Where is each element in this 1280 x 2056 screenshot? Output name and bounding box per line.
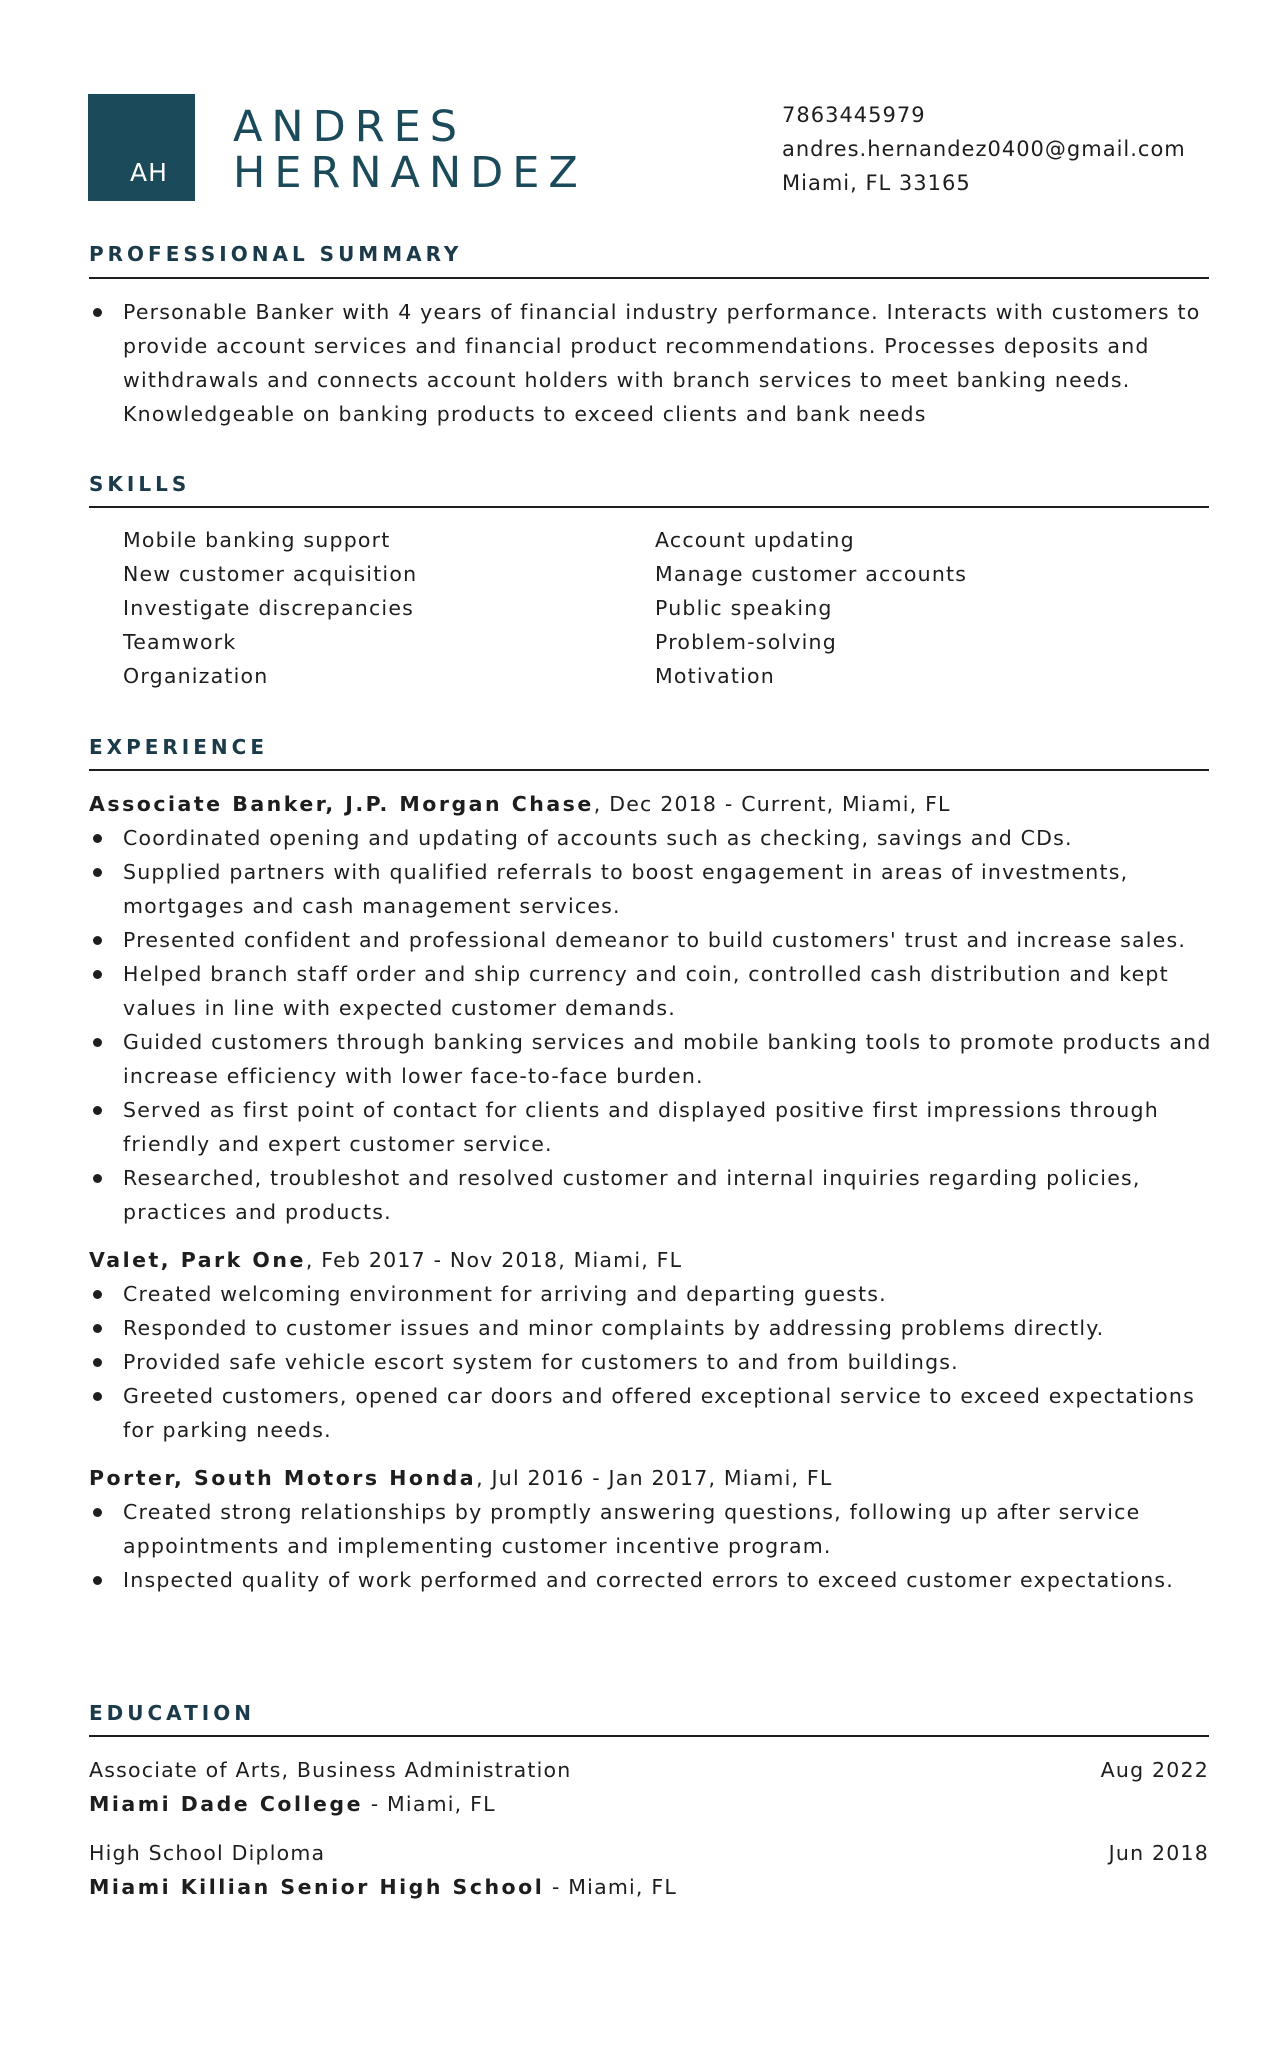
education-entry — [89, 1753, 1214, 1821]
skill-item: Account updating — [655, 528, 855, 552]
job-title: Associate Banker, J.P. Morgan Chase — [89, 792, 594, 816]
job-meta: , Jul 2016 - Jan 2017, Miami, FL — [476, 1466, 833, 1490]
job-title: Valet, Park One — [89, 1248, 306, 1272]
skill-item: Organization — [123, 664, 269, 688]
skill-item: New customer acquisition — [123, 562, 418, 586]
experience-divider — [89, 769, 1209, 771]
job-bullet: Served as first point of contact for clients and displayed positive first impressions through friendly and expert customer service. — [89, 1093, 1214, 1161]
job-bullet: Guided customers through banking services and mobile banking tools to promote products and increase efficiency with lower face-to-face burden. — [89, 1025, 1214, 1093]
skill-item: Manage customer accounts — [655, 562, 968, 586]
job-bullet: Researched, troubleshot and resolved customer and internal inquiries regarding policies, practices and products. — [89, 1161, 1214, 1229]
graduation-date: Jun 2018 — [1108, 1841, 1209, 1865]
address: Miami, FL 33165 — [782, 171, 971, 195]
school-location: - Miami, FL — [544, 1875, 677, 1899]
email-address: andres.hernandez0400@gmail.com — [782, 137, 1186, 161]
experience-section — [89, 787, 1214, 1611]
job-bullet: Responded to customer issues and minor complaints by addressing problems directly. — [89, 1311, 1214, 1345]
job-bullet: Inspected quality of work performed and corrected errors to exceed customer expectations. — [89, 1563, 1214, 1597]
job-bullet: Helped branch staff order and ship currency and coin, controlled cash distribution and kept values in line with expected customer demands. — [89, 957, 1214, 1025]
summary-heading: PROFESSIONAL SUMMARY — [89, 242, 463, 266]
job-header — [89, 1461, 1214, 1495]
degree-name: High School Diploma — [89, 1841, 326, 1865]
job-header — [89, 787, 1214, 821]
degree-name: Associate of Arts, Business Administration — [89, 1758, 572, 1782]
skill-item: Teamwork — [123, 630, 237, 654]
job-entry — [89, 787, 1214, 1229]
job-meta: , Feb 2017 - Nov 2018, Miami, FL — [305, 1248, 683, 1272]
last-name: HERNANDEZ — [233, 148, 587, 198]
skill-item: Investigate discrepancies — [123, 596, 415, 620]
school-name: Miami Killian Senior High School — [89, 1875, 545, 1899]
job-entry — [89, 1461, 1214, 1597]
skills-divider — [89, 506, 1209, 508]
job-title: Porter, South Motors Honda — [89, 1466, 477, 1490]
education-section — [89, 1753, 1214, 1919]
skills-right-column — [655, 523, 1187, 693]
school-name: Miami Dade College — [89, 1792, 364, 1816]
skill-item: Motivation — [655, 664, 775, 688]
education-degree-row — [89, 1753, 1214, 1787]
education-degree-row — [89, 1836, 1214, 1870]
job-bullet: Created strong relationships by promptly answering questions, following up after service appointments and implementing customer incentive program. — [89, 1495, 1214, 1563]
skills-heading: SKILLS — [89, 472, 191, 496]
monogram-initials: AH — [130, 158, 168, 187]
education-divider — [89, 1735, 1209, 1737]
summary-divider — [89, 277, 1209, 279]
job-entry — [89, 1243, 1214, 1447]
summary-section — [89, 295, 1214, 431]
monogram-badge — [88, 94, 195, 201]
education-entry — [89, 1836, 1214, 1904]
skills-left-column — [89, 523, 655, 693]
experience-heading: EXPERIENCE — [89, 735, 268, 759]
job-header — [89, 1243, 1214, 1277]
job-bullet: Greeted customers, opened car doors and offered exceptional service to exceed expectations for parking needs. — [89, 1379, 1214, 1447]
job-bullet: Supplied partners with qualified referrals to boost engagement in areas of investments, mortgages and cash management services. — [89, 855, 1214, 923]
job-bullet: Coordinated opening and updating of accounts such as checking, savings and CDs. — [89, 821, 1214, 855]
skill-item: Mobile banking support — [123, 528, 391, 552]
summary-bullet: Personable Banker with 4 years of financial industry performance. Interacts with customers to provide account services and financial product recommendations. Processes deposits and withdrawals and connects account holders with branch services to meet banking needs. Knowledgeable on banking products to exceed clients and bank needs — [89, 295, 1214, 431]
job-bullet: Presented confident and professional demeanor to build customers' trust and increase sales. — [89, 923, 1214, 957]
skill-item: Problem-solving — [655, 630, 837, 654]
first-name: ANDRES — [233, 102, 467, 152]
skill-item: Public speaking — [655, 596, 833, 620]
education-school-row — [89, 1787, 1214, 1821]
job-meta: , Dec 2018 - Current, Miami, FL — [593, 792, 951, 816]
graduation-date: Aug 2022 — [1100, 1758, 1209, 1782]
school-location: - Miami, FL — [363, 1792, 496, 1816]
job-bullet: Provided safe vehicle escort system for customers to and from buildings. — [89, 1345, 1214, 1379]
contact-block — [782, 98, 1186, 200]
education-school-row — [89, 1870, 1214, 1904]
job-bullet: Created welcoming environment for arriving and departing guests. — [89, 1277, 1214, 1311]
education-heading: EDUCATION — [89, 1701, 255, 1725]
phone-number: 7863445979 — [782, 103, 926, 127]
skills-section — [89, 523, 1214, 693]
